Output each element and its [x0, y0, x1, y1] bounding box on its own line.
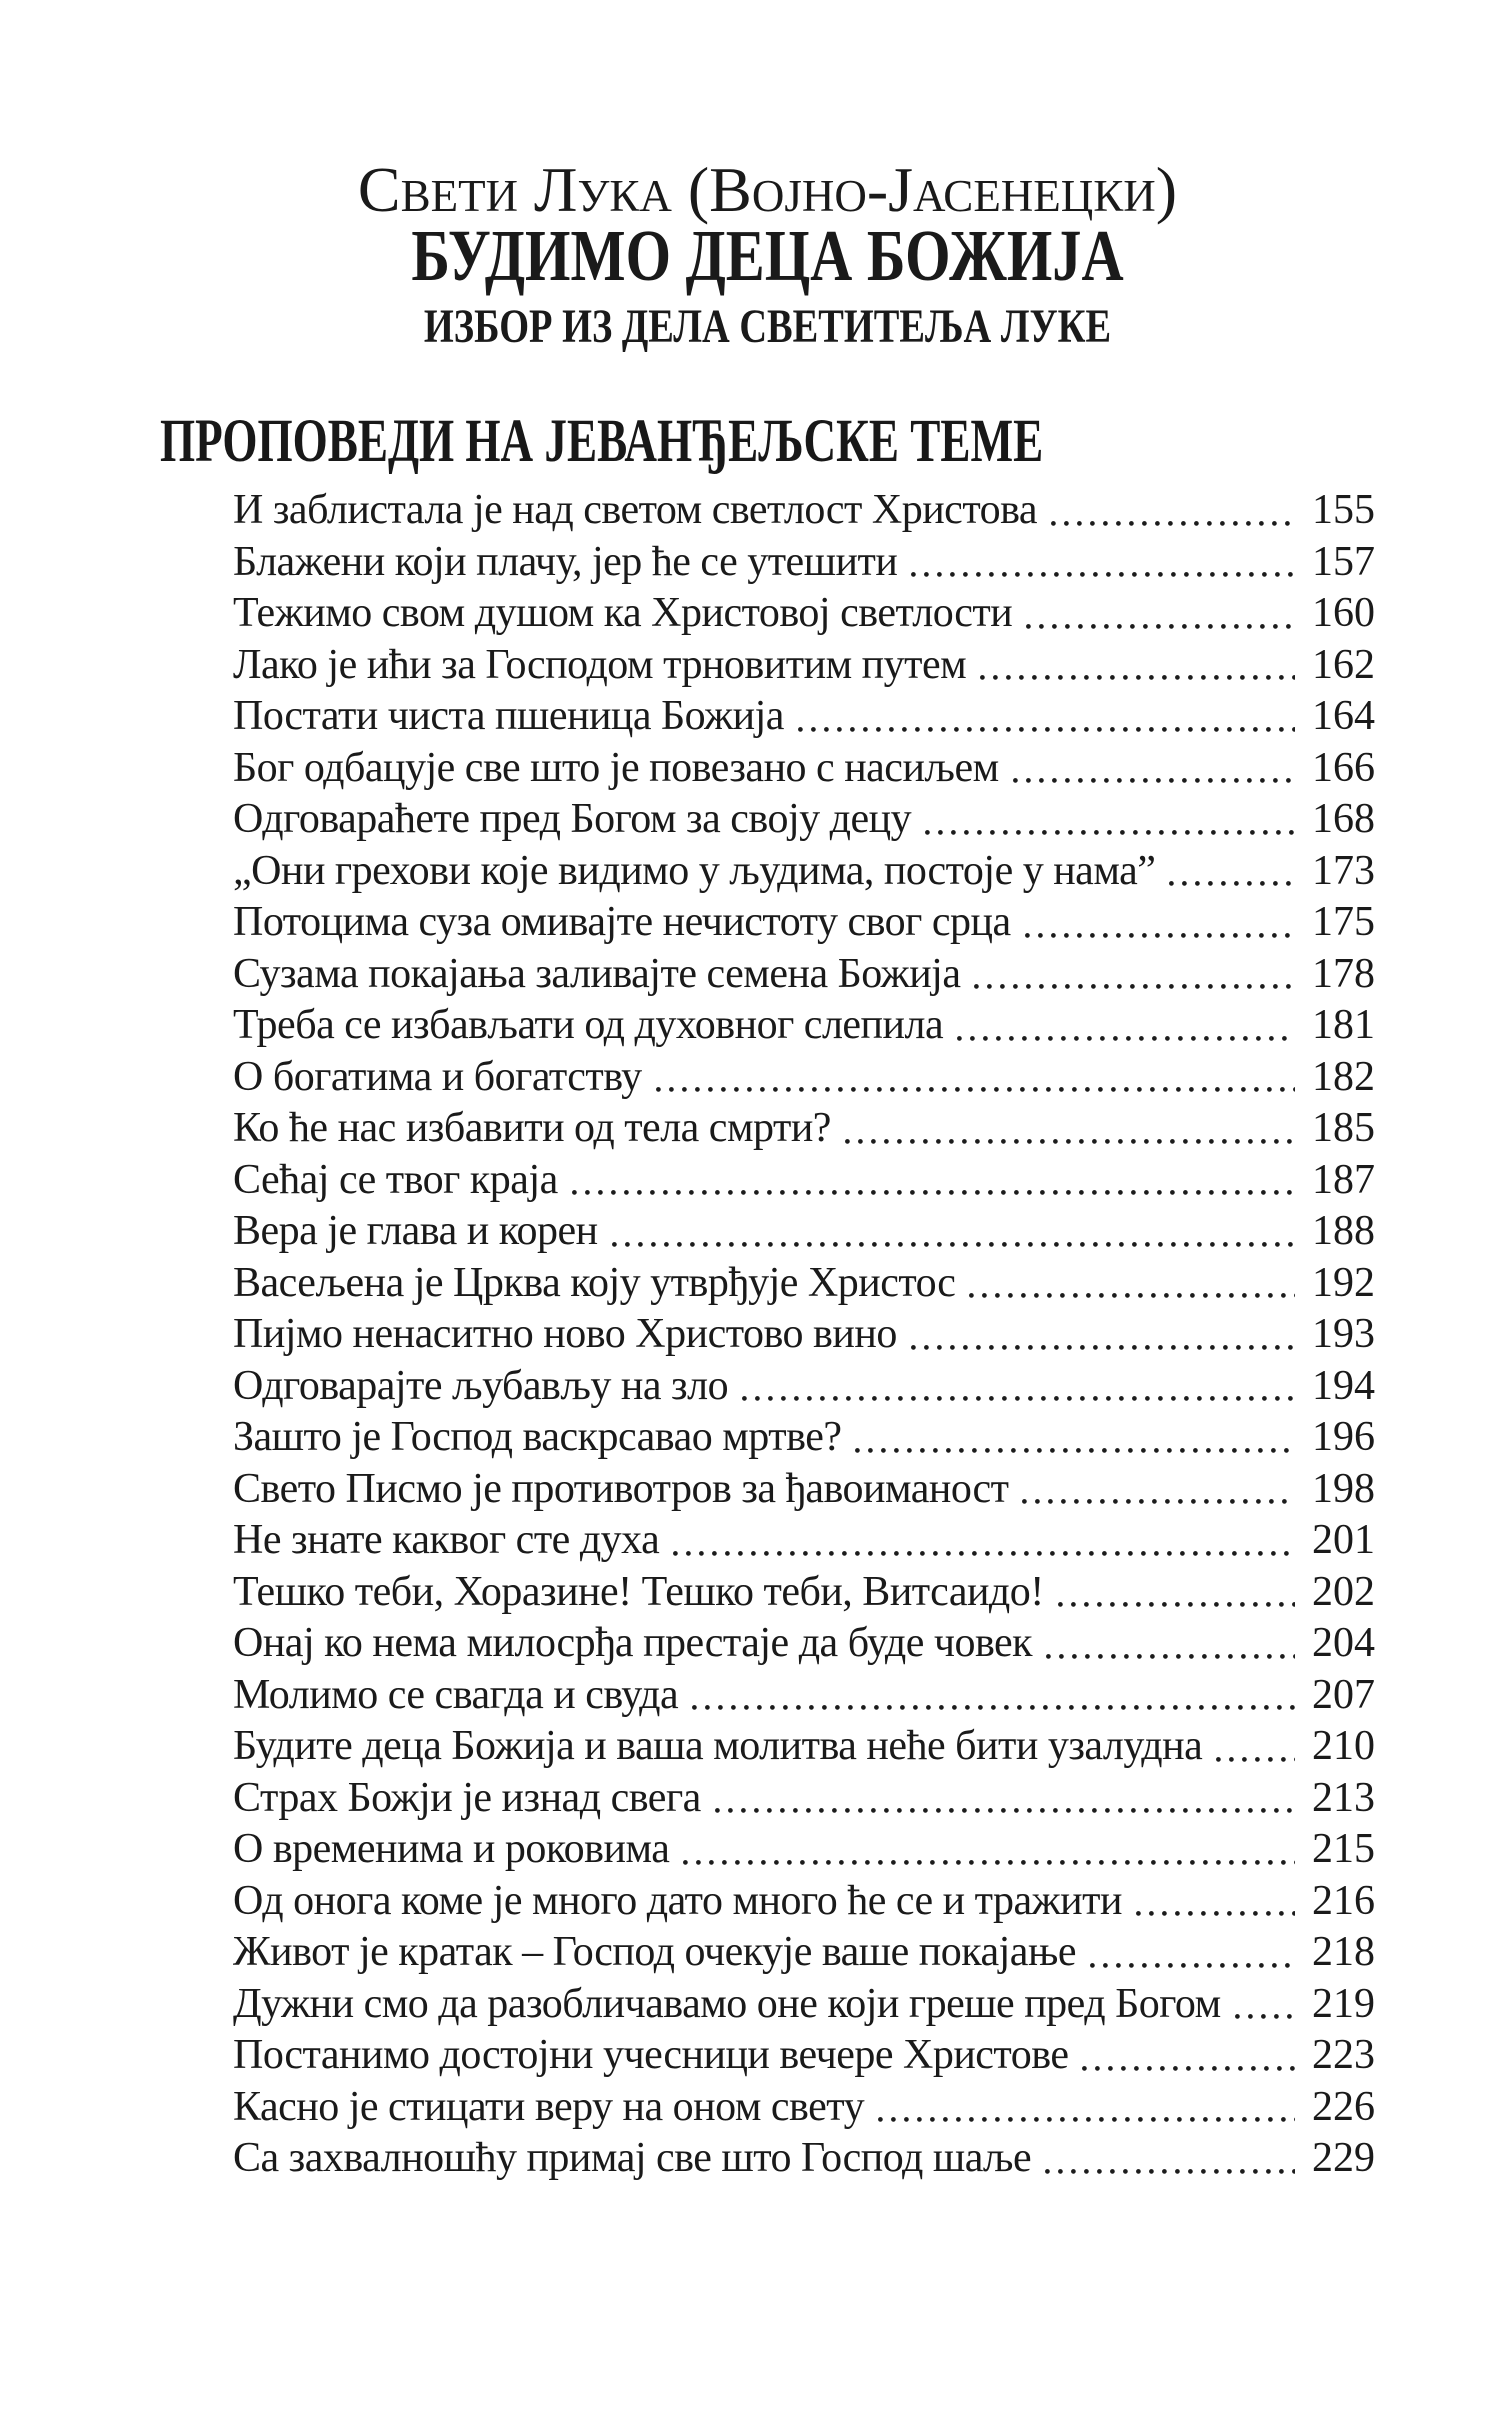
toc-entry-title: И заблистала је над светом светлост Христова — [233, 487, 1038, 533]
toc-entry-page-number: 188 — [1312, 1208, 1375, 1254]
toc-entry-page-number: 207 — [1312, 1671, 1375, 1718]
toc-entry — [233, 1515, 1375, 1567]
toc-entry-page-number: 192 — [1312, 1259, 1375, 1306]
toc-list — [233, 485, 1375, 2185]
toc-entry-title: „Они грехови које видимо у људима, постоје у нама” — [233, 847, 1156, 894]
toc-entry-page-number: 160 — [1312, 590, 1375, 636]
dot-leader — [1025, 933, 1295, 938]
toc-entry-title: Тешко теби, Хоразине! Тешко теби, Витсаидо! — [233, 1568, 1044, 1615]
toc-entry — [233, 1824, 1375, 1876]
toc-entry-title: Не знате каквог сте духа — [233, 1517, 660, 1563]
dot-leader — [1082, 2066, 1295, 2071]
toc-entry-title: Страх Божји је изнад свега — [233, 1774, 701, 1821]
toc-entry — [233, 949, 1375, 1001]
toc-entry-title: Дужни смо да разобличавамо оне који греше пред Богом — [233, 1980, 1221, 2027]
toc-entry-page-number: 204 — [1312, 1620, 1375, 1666]
toc-entry-title: Сузама покајања заливајте семена Божија — [233, 950, 961, 997]
toc-entry-page-number: 164 — [1312, 693, 1375, 739]
toc-entry — [233, 846, 1375, 898]
dot-leader — [845, 1139, 1295, 1144]
dot-leader — [911, 572, 1295, 577]
section-heading: ПРОПОВЕДИ НА ЈЕВАНЂЕЉСКЕ ТЕМЕ — [160, 408, 1044, 475]
dot-leader — [683, 1860, 1295, 1865]
toc-entry-title: Бог одбацује све што је повезано с насиљем — [233, 744, 999, 791]
toc-entry-page-number: 213 — [1312, 1774, 1375, 1821]
toc-entry-title: Потоцима суза омивајте нечистоту свог срца — [233, 899, 1011, 945]
toc-entry — [233, 897, 1375, 949]
toc-entry-page-number: 210 — [1312, 1723, 1375, 1769]
toc-entry-page-number: 219 — [1312, 1980, 1375, 2027]
toc-entry-page-number: 198 — [1312, 1465, 1375, 1512]
toc-entry-page-number: 175 — [1312, 899, 1375, 945]
toc-entry — [233, 485, 1375, 537]
author-line: Свети Лука (Војно-Јасенецки) — [357, 154, 1178, 225]
toc-entry — [233, 1000, 1375, 1052]
toc-entry-title: О богатима и богатству — [233, 1053, 642, 1100]
toc-entry-page-number: 202 — [1312, 1568, 1375, 1615]
toc-entry-page-number: 173 — [1312, 847, 1375, 894]
toc-entry — [233, 794, 1375, 846]
toc-entry — [233, 588, 1375, 640]
toc-entry-title: Живот је кратак – Господ очекује ваше покајање — [233, 1929, 1076, 1975]
toc-entry — [233, 743, 1375, 795]
dot-leader — [1058, 1602, 1295, 1607]
toc-entry — [233, 1464, 1375, 1516]
toc-entry-title: Сећај се твог краја — [233, 1156, 558, 1203]
toc-entry-page-number: 196 — [1312, 1414, 1375, 1460]
toc-entry — [233, 1052, 1375, 1104]
toc-entry — [233, 1309, 1375, 1361]
toc-entry-page-number: 185 — [1312, 1105, 1375, 1151]
dot-leader — [798, 727, 1295, 732]
toc-entry-page-number: 187 — [1312, 1156, 1375, 1203]
toc-entry-title: Постати чиста пшеница Божија — [233, 693, 784, 739]
toc-entry-page-number: 193 — [1312, 1311, 1375, 1357]
dot-leader — [1136, 1911, 1295, 1916]
toc-entry-page-number: 182 — [1312, 1053, 1375, 1100]
dot-leader — [925, 830, 1295, 835]
toc-entry — [233, 1567, 1375, 1619]
dot-leader — [692, 1705, 1295, 1710]
toc-entry — [233, 1927, 1375, 1979]
toc-entry-page-number: 194 — [1312, 1362, 1375, 1409]
toc-entry-title: Постанимо достојни учесници вечере Христове — [233, 2032, 1069, 2078]
book-subtitle: ИЗБОР ИЗ ДЕЛА СВЕТИТЕЉА ЛУКЕ — [423, 300, 1112, 353]
dot-leader — [673, 1551, 1295, 1556]
toc-entry-title: Касно је стицати веру на оном свету — [233, 2083, 865, 2130]
dot-leader — [1051, 521, 1295, 526]
toc-entry — [233, 1773, 1375, 1825]
toc-entry — [233, 691, 1375, 743]
toc-entry-page-number: 178 — [1312, 950, 1375, 997]
dot-leader — [715, 1808, 1295, 1813]
dot-leader — [742, 1396, 1295, 1401]
dot-leader — [957, 1036, 1295, 1041]
toc-entry — [233, 1206, 1375, 1258]
dot-leader — [1046, 1654, 1295, 1659]
toc-entry-page-number: 226 — [1312, 2083, 1375, 2130]
toc-entry-title: Са захвалношћу примај све што Господ шаље — [233, 2135, 1032, 2181]
toc-entry-title: Одговараћете пред Богом за своју децу — [233, 796, 912, 842]
toc-entry-title: Од онога коме је много дато много ће се и тражити — [233, 1877, 1122, 1924]
toc-entry — [233, 2133, 1375, 2185]
toc-entry — [233, 2082, 1375, 2134]
toc-entry — [233, 1103, 1375, 1155]
dot-leader — [980, 675, 1295, 680]
toc-entry-title: Молимо се свагда и свуда — [233, 1671, 679, 1718]
toc-entry-page-number: 215 — [1312, 1826, 1375, 1872]
toc-entry-title: Будите деца Божија и ваша молитва неће бити узалудна — [233, 1723, 1203, 1769]
dot-leader — [1235, 2014, 1295, 2019]
toc-entry-page-number: 162 — [1312, 641, 1375, 688]
dot-leader — [612, 1242, 1295, 1247]
toc-entry-title: Свето Писмо је противотров за ђавоиманост — [233, 1465, 1009, 1512]
dot-leader — [1013, 778, 1295, 783]
dot-leader — [1169, 881, 1295, 886]
dot-leader — [1090, 1963, 1295, 1968]
toc-entry-page-number: 157 — [1312, 538, 1375, 585]
dot-leader — [1022, 1499, 1295, 1504]
toc-entry-title: Одговарајте љубављу на зло — [233, 1362, 729, 1409]
dot-leader — [1045, 2169, 1295, 2174]
book-title: БУДИМО ДЕЦА БОЖИЈА — [411, 215, 1124, 296]
toc-entry-title: Тежимо свом душом ка Христовој светлости — [233, 590, 1013, 636]
toc-entry — [233, 2030, 1375, 2082]
toc-entry-title: Вера је глава и корен — [233, 1208, 598, 1254]
toc-entry — [233, 1979, 1375, 2031]
toc-entry — [233, 640, 1375, 692]
toc-entry-title: Треба се избављати од духовног слепила — [233, 1002, 944, 1048]
toc-entry — [233, 1670, 1375, 1722]
toc-entry-title: Пијмо ненаситно ново Христово вино — [233, 1311, 897, 1357]
toc-entry-title: Васељена је Црква коју утврђује Христос — [233, 1259, 956, 1306]
toc-entry — [233, 1258, 1375, 1310]
toc-entry-title: Блажени који плачу, јер ће се утешити — [233, 538, 898, 585]
toc-entry-page-number: 201 — [1312, 1517, 1375, 1563]
toc-entry-page-number: 155 — [1312, 487, 1375, 533]
toc-entry-page-number: 181 — [1312, 1002, 1375, 1048]
toc-entry-page-number: 216 — [1312, 1877, 1375, 1924]
dot-leader — [878, 2117, 1295, 2122]
toc-entry — [233, 1876, 1375, 1928]
toc-entry-title: О временима и роковима — [233, 1826, 670, 1872]
dot-leader — [1216, 1757, 1295, 1762]
dot-leader — [974, 984, 1295, 989]
dot-leader — [911, 1345, 1295, 1350]
toc-entry-page-number: 166 — [1312, 744, 1375, 791]
toc-entry — [233, 1412, 1375, 1464]
page-content — [160, 0, 1375, 2421]
dot-leader — [969, 1293, 1295, 1298]
toc-entry — [233, 1155, 1375, 1207]
toc-entry-title: Зашто је Господ васкрсавао мртве? — [233, 1414, 842, 1460]
toc-entry-page-number: 229 — [1312, 2135, 1375, 2181]
toc-entry-title: Онај ко нема милосрђа престаје да буде човек — [233, 1620, 1033, 1666]
toc-entry-page-number: 218 — [1312, 1929, 1375, 1975]
toc-entry-page-number: 168 — [1312, 796, 1375, 842]
dot-leader — [656, 1087, 1295, 1092]
dot-leader — [572, 1190, 1295, 1195]
toc-entry — [233, 1618, 1375, 1670]
dot-leader — [1026, 624, 1295, 629]
toc-entry — [233, 537, 1375, 589]
toc-entry-title: Ко ће нас избавити од тела смрти? — [233, 1105, 831, 1151]
toc-entry — [233, 1721, 1375, 1773]
dot-leader — [855, 1448, 1295, 1453]
toc-entry — [233, 1361, 1375, 1413]
toc-entry-title: Лако је ићи за Господом трновитим путем — [233, 641, 967, 688]
toc-entry-page-number: 223 — [1312, 2032, 1375, 2078]
